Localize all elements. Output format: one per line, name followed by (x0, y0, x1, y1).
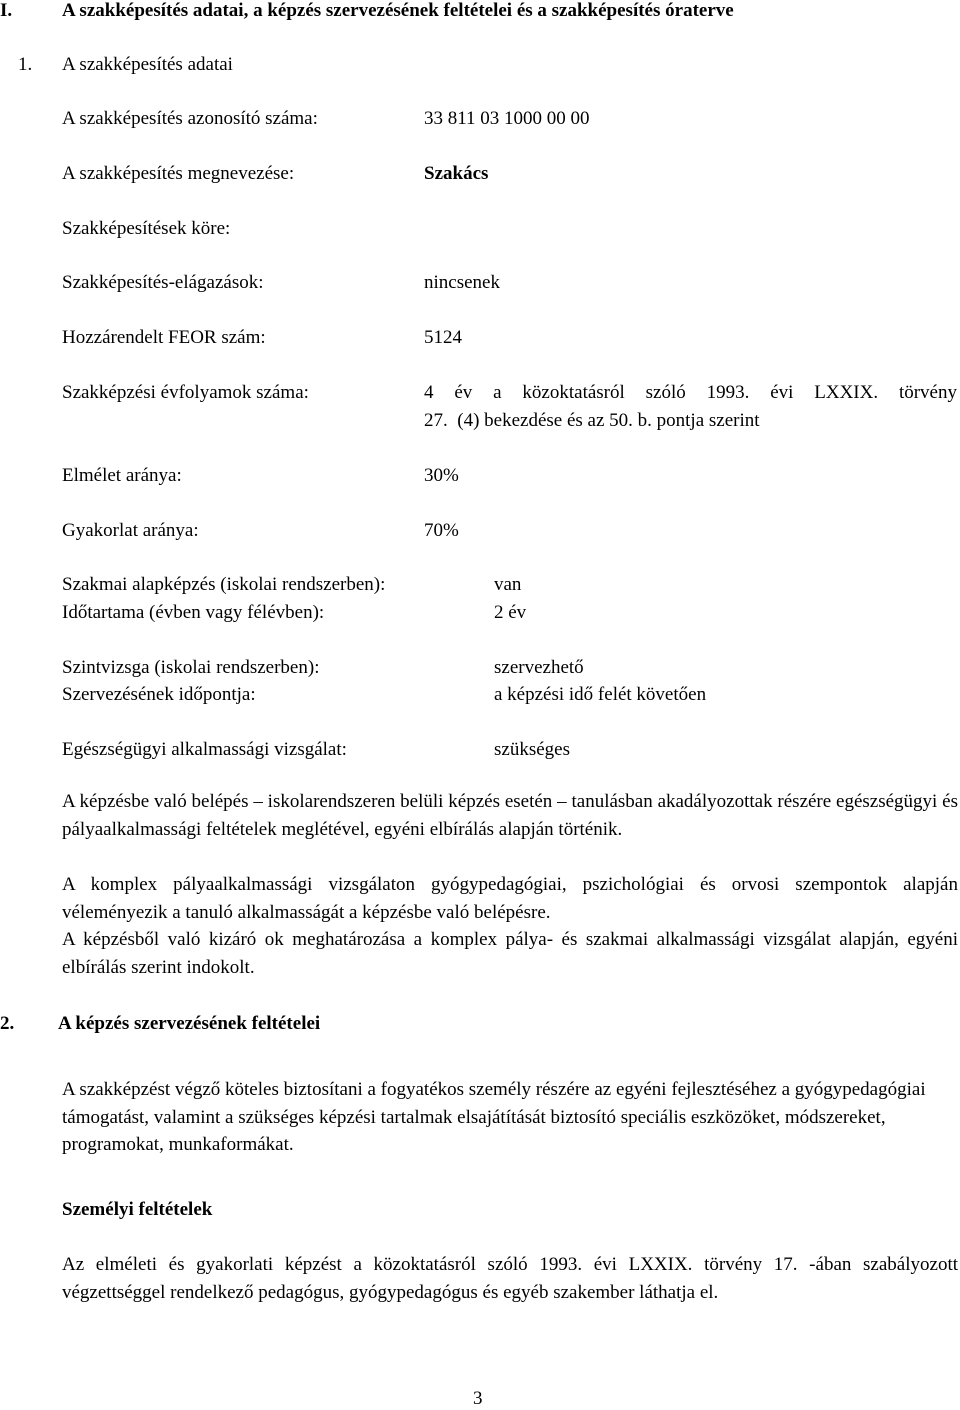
section-1-number: 1. (18, 54, 33, 75)
szervezes-label: Szervezésének időpontja: (62, 684, 256, 705)
gyakorlat-label: Gyakorlat aránya: (62, 520, 199, 541)
section-2-number: 2. (0, 1013, 15, 1034)
evfolyamok-value-line1: 4 év a közoktatásról szóló 1993. évi LXXIX. törvény (424, 382, 957, 403)
szintvizsga-label: Szintvizsga (iskolai rendszerben): (62, 657, 320, 678)
chapter-title: A szakképesítés adatai, a képzés szervezésének feltételei és a szakképesítés óraterve (62, 0, 734, 21)
gyakorlat-value: 70% (424, 520, 459, 541)
paragraph-belepes: A képzésbe való belépés – iskolarendszeren belüli képzés esetén – tanulásban akadályozottak részére egészségügyi és pályaalkalmassági feltételek meglétével, egyéni elbírálás alapján történik. (62, 791, 958, 840)
alapkepzes-value: van (494, 574, 522, 595)
elagazasok-label: Szakképesítés-elágazások: (62, 272, 264, 293)
paragraph-kizaro: A képzésből való kizáró ok meghatározása a komplex pálya- és szakmai alkalmassági vizsgálat alapján, egyéni elbírálás szerint indokolt. (62, 929, 958, 978)
alapkepzes-label: Szakmai alapképzés (iskolai rendszerben): (62, 574, 386, 595)
feor-label: Hozzárendelt FEOR szám: (62, 327, 266, 348)
elmelet-value: 30% (424, 465, 459, 486)
section-1-title: A szakképesítés adatai (62, 54, 233, 75)
szemelyi-heading: Személyi feltételek (62, 1199, 213, 1220)
evfolyamok-value-line2: 27. (4) bekezdése és az 50. b. pontja szerint (424, 410, 760, 431)
paragraph-vizsgalat: A komplex pályaalkalmassági vizsgálaton gyógypedagógiai, pszichológiai és orvosi szempontok alapján véleményezik a tanuló alkalmasságát a képzésbe való belépésre. (62, 874, 958, 923)
kore-label: Szakképesítések köre: (62, 218, 231, 239)
megnevezes-label: A szakképesítés megnevezése: (62, 163, 295, 184)
azonosito-label: A szakképesítés azonosító száma: (62, 108, 318, 129)
feor-value: 5124 (424, 327, 462, 348)
egeszsegugyi-value: szükséges (494, 739, 570, 760)
szintvizsga-value: szervezhető (494, 657, 584, 678)
paragraph-szemelyi: Az elméleti és gyakorlati képzést a közoktatásról szóló 1993. évi LXXIX. törvény 17. -ában szabályozott végzettséggel rendelkező pedagógus, gyógypedagógus és egyéb szakember láthatja el. (62, 1254, 958, 1303)
idotartam-label: Időtartama (évben vagy félévben): (62, 602, 325, 623)
azonosito-value: 33 811 03 1000 00 00 (424, 108, 590, 129)
evfolyamok-label: Szakképzési évfolyamok száma: (62, 382, 309, 403)
page-number: 3 (473, 1388, 483, 1409)
megnevezes-value: Szakács (424, 163, 489, 184)
elmelet-label: Elmélet aránya: (62, 465, 182, 486)
elagazasok-value: nincsenek (424, 272, 500, 293)
section-2-title: A képzés szervezésének feltételei (58, 1013, 321, 1034)
szervezes-value: a képzési idő felét követően (494, 684, 707, 705)
egeszsegugyi-label: Egészségügyi alkalmassági vizsgálat: (62, 739, 347, 760)
chapter-number: I. (0, 0, 13, 21)
idotartam-value: 2 év (494, 602, 527, 623)
paragraph-feltetelek: A szakképzést végző köteles biztosítani a fogyatékos személy részére az egyéni fejlesztéséhez a gyógypedagógiai támogatást, valamint a szükséges képzési tartalmak elsajátítását biztosító speciális eszközöket, módszereket, programokat, munkaformákat. (62, 1079, 926, 1155)
